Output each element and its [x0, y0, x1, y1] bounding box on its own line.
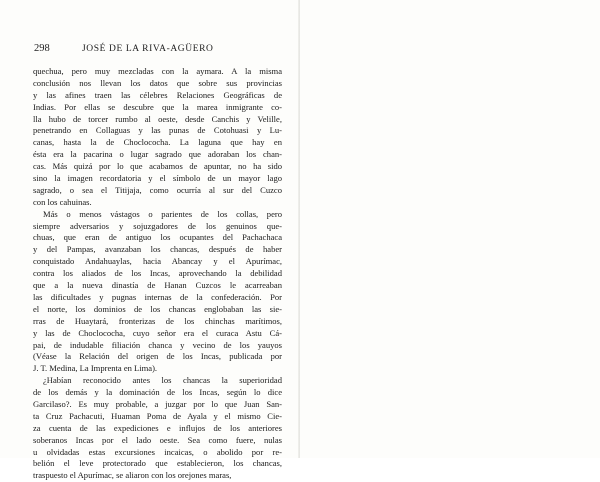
text-line: con los cahuinas.: [33, 196, 92, 207]
text-line: sino la imagen recordatoria y el símbolo de un mayor lago: [33, 173, 282, 184]
left-page-number: 298: [34, 43, 50, 54]
text-line: ¿Habían reconocido antes los chancas la superioridad: [43, 375, 282, 386]
text-line: ésta era la pacarina o lugar sagrado que adoraban los chan-: [33, 149, 282, 160]
text-line: conclusión nos llevan los datos que sobre sus provincias: [33, 77, 282, 88]
text-line: soberanos Incas por el lado oeste. Sea como fuere, nulas: [33, 434, 282, 445]
text-line: J. T. Medina, La Imprenta en Lima).: [33, 363, 158, 374]
text-line: que a la nueva dinastía de Hanan Cuzcos le acarreaban: [33, 280, 282, 291]
text-line: (Véase la Relación del origen de los Incas, publicada por: [33, 351, 282, 362]
left-page: [0, 0, 300, 481]
text-line: Más o menos vástagos o parientes de los collas, pero: [43, 208, 282, 219]
text-line: chuas, que eran de antiguo los ocupantes del Pachachaca: [33, 232, 282, 243]
text-line: y las afines traen las célebres Relaciones Geográficas de: [33, 89, 282, 100]
text-line: conquistado Andahuaylas, hacia Abancay y el Apurímac,: [33, 256, 282, 267]
text-line: quechua, pero muy mezcladas con la aymara. A la misma: [33, 66, 282, 76]
text-line: siempre adversarios y sojuzgadores de los genuinos que-: [33, 220, 282, 231]
right-page: [300, 0, 600, 458]
text-line: cas. Más quizá por lo que acabamos de apuntar, no ha sido: [33, 161, 282, 172]
text-line: contra los aliados de los Incas, aprovechando la debilidad: [33, 268, 282, 279]
text-line: ta Cruz Pachacuti, Huaman Poma de Ayala y el mismo Cie-: [33, 410, 282, 421]
text-line: penetrando en Collaguas y las punas de Cotohuasi y Lu-: [33, 125, 282, 136]
text-line: lla hubo de torcer rumbo al oeste, desde Canchis y Velille,: [33, 113, 282, 124]
text-line: las dificultades y pugnas internas de la confederación. Por: [33, 291, 282, 302]
text-line: za cuenta de las expediciones e influjos de los anteriores: [33, 422, 282, 433]
text-line: rras de Huaytará, fronterizas de los chinchas marítimos,: [33, 315, 282, 326]
left-page-body: [33, 66, 282, 482]
text-line: y del Pampas, avanzaban los chancas, después de haber: [33, 244, 282, 255]
text-line: traspuesto el Apurímac, se aliaron con los orejones maras,: [33, 470, 232, 481]
text-line: de los demás y la dominación de los Incas, según lo dice: [33, 387, 282, 398]
text-line: sagrado, o sea el Titijaja, como ocurría al sur del Cuzco: [33, 184, 282, 195]
left-running-head: JOSÉ DE LA RIVA-AGÜERO: [82, 44, 214, 54]
text-line: belión el leve protectorado que establecieron, los chancas,: [33, 458, 282, 469]
text-line: Garcilaso?. Es muy probable, a juzgar por lo que Juan San-: [33, 398, 282, 409]
text-line: y las de Choclococha, cuyo señor era el curaca Astu Cá-: [33, 327, 282, 338]
text-line: canas, hasta la de Choclococha. La laguna que hay en: [33, 137, 282, 148]
text-line: pai, de indudable filiación chanca y vecino de los yauyos: [33, 339, 282, 350]
text-line: el norte, los dominios de los chancas englobaban las sie-: [33, 303, 282, 314]
text-line: u olvidadas estas excursiones incaicas, o abolido por re-: [33, 446, 282, 457]
text-line: Indias. Por ellas se descubre que la marea inmigrante co-: [33, 101, 282, 112]
